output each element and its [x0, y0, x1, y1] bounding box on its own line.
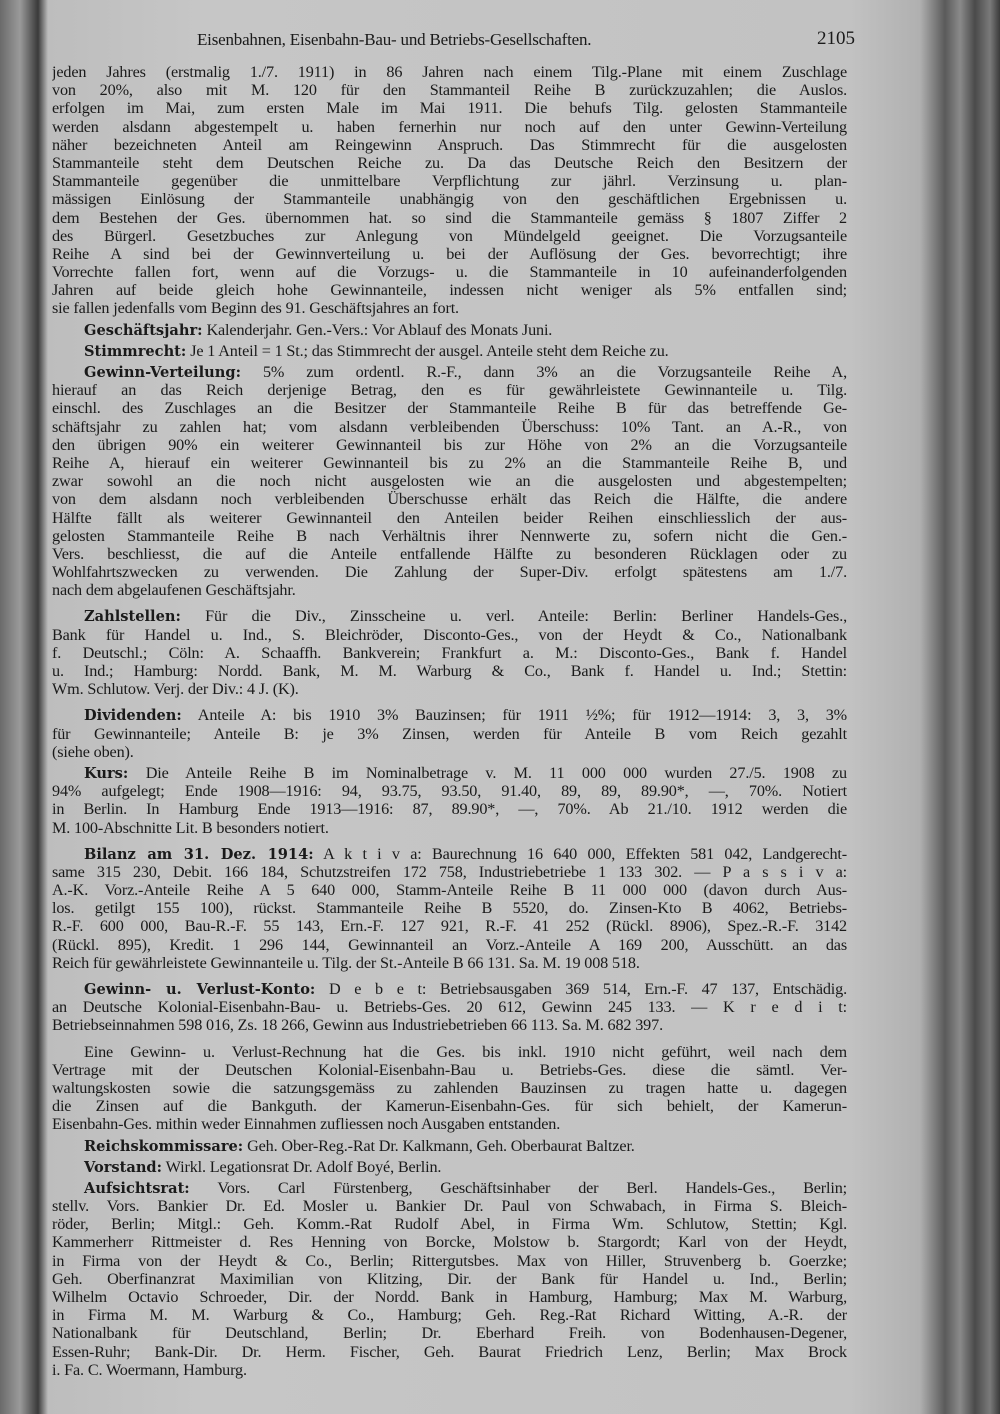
text-line	[52, 1061, 847, 1079]
line-text: nach dem abgelaufenen Geschäftsjahr.	[52, 581, 296, 600]
section-label: Bilanz am 31. Dez. 1914:	[84, 845, 314, 863]
text-line	[52, 172, 847, 190]
text-line	[52, 644, 847, 662]
text-line	[52, 1343, 847, 1361]
line-text: Geh. Ober-Reg.-Rat Dr. Kalkmann, Geh. Oberbaurat Baltzer.	[247, 1136, 635, 1155]
line-text: in Firma von der Heydt & Co., Berlin; Rittergutsbes. Max von Hiller, Struvenberg b. Goerzke;	[52, 1251, 847, 1270]
line-text: (siehe oben).	[52, 742, 134, 761]
line-text: Wohlfahrtszwecken zu verwenden. Die Zahlung der Super-Div. erfolgt spätestens am 1./7.	[52, 563, 847, 582]
section-label: Dividenden:	[84, 707, 182, 725]
line-text: hierauf an das Reich derjenige Betrag, den es für gewährleistete Gewinnanteile u. Tilg.	[52, 381, 847, 400]
text-line	[52, 209, 847, 227]
text-line	[52, 1306, 847, 1324]
line-text: Wm. Schlutow. Verj. der Div.: 4 J. (K).	[52, 680, 299, 699]
text-line	[52, 1016, 847, 1034]
text-line	[52, 782, 847, 800]
text-section	[52, 63, 847, 318]
line-text: Eisenbahn-Ges. mithin weder Einnahmen zufliessen noch Ausgaben entstanden.	[52, 1115, 561, 1134]
line-text: in Berlin. In Hamburg Ende 1913—1916: 87, 89.90*, —, 70%. Ab 21./10. 1912 werden die	[52, 800, 847, 819]
text-line	[52, 899, 847, 917]
text-line	[52, 321, 847, 339]
line-text: Nationalbank für Deutschland, Berlin; Dr. Eberhard Freih. von Bodenhausen-Degener,	[52, 1324, 847, 1343]
line-text: Jahren auf beide gleich hohe Gewinnanteile, indessen nicht weniger als 5% entfallen sind;	[52, 281, 847, 300]
line-text: Vors. Carl Fürstenberg, Geschäftsinhaber der Berl. Handels-Ges., Berlin;	[217, 1178, 847, 1197]
text-line	[52, 980, 847, 998]
line-text: von dem alsdann noch verbleibenden Überschusse erhält das Reich die Hälfte, die andere	[52, 490, 847, 509]
text-line	[52, 1288, 847, 1306]
line-text: A.-K. Vorz.-Anteile Reihe A 5 640 000, Stamm-Anteile Reihe B 11 000 000 (davon durch Aus-	[52, 881, 847, 900]
section-label: Gewinn- u. Verlust-Konto:	[84, 981, 316, 998]
text-line	[52, 454, 847, 472]
text-line	[52, 418, 847, 436]
text-line	[52, 227, 847, 245]
header-title: Eisenbahnen, Eisenbahn-Bau- und Betriebs-Gesellschaften.	[197, 30, 592, 49]
text-section	[52, 845, 847, 972]
text-line	[52, 299, 847, 317]
text-line	[52, 563, 847, 581]
text-line	[52, 1233, 847, 1251]
text-line	[52, 118, 847, 136]
running-header	[52, 28, 855, 54]
line-text: Reihe A, hierauf ein weiterer Gewinnanteil bis zu 2% an die Stammanteile Reihe B, und	[52, 453, 847, 472]
text-line	[52, 263, 847, 281]
line-text: Stammanteile gegenüber die unmittelbare Verpflichtung zur jährl. Verzinsung u. plan-	[52, 172, 847, 191]
line-text: Wirkl. Legationsrat Dr. Adolf Boyé, Berlin.	[165, 1157, 442, 1176]
line-text: für Gewinnanteile; Anteile B: je 3% Zinsen, werden für Anteile B vom Reich gezahlt	[52, 724, 847, 743]
text-line	[52, 154, 847, 172]
line-text: zwar sowohl an die noch nicht ausgelosten wie an die ausgelosten und abgestempelten;	[52, 472, 847, 491]
line-text: Kalenderjahr. Gen.-Vers.: Vor Ablauf des Monats Juni.	[206, 320, 553, 339]
text-line	[52, 954, 847, 972]
text-section	[52, 1158, 847, 1176]
line-text: f. Deutschl.; Cöln: A. Schaaffh. Bankverein; Frankfurt a. M.: Disconto-Ges., Bank f. Handel	[52, 643, 847, 662]
line-text: R.-F. 600 000, Bau-R.-F. 55 143, Ern.-F. 127 921, R.-F. 41 252 (Rückl. 8906), Spez.-R.-F. 3142	[52, 917, 847, 936]
section-label: Reichskommissare:	[84, 1137, 244, 1155]
text-line	[52, 725, 847, 743]
section-label: Zahlstellen:	[84, 608, 181, 626]
line-text: Reihe A sind bei der Gewinnverteilung u. bei der Auflösung der Ges. bevorrechtigt; ihre	[52, 244, 847, 263]
line-text: Anteile A: bis 1910 3% Bauzinsen; für 1911 ½%; für 1912—1914: 3, 3, 3%	[197, 706, 847, 725]
text-line	[52, 881, 847, 899]
text-line	[52, 706, 847, 724]
text-line	[52, 936, 847, 954]
text-line	[52, 99, 847, 117]
line-text: Geh. Oberfinanzrat Maximilian von Klitzing, Dir. der Bank für Handel u. Ind., Berlin;	[52, 1269, 847, 1288]
line-text: Vertrage mit der Deutschen Kolonial-Eisenbahn-Bau u. Betriebs-Ges. diese die sämtl. Ver-	[52, 1060, 847, 1079]
text-line	[52, 1079, 847, 1097]
text-line	[52, 1097, 847, 1115]
line-text: Die Anteile Reihe B im Nominalbetrage v. M. 11 000 000 wurden 27./5. 1908 zu	[145, 763, 847, 782]
text-line	[52, 1137, 847, 1155]
line-text: waltungskosten sowie die satzungsgemäss zu zahlenden Bauzinsen zu tragen hatte u. dagegen	[52, 1078, 847, 1097]
text-line	[52, 472, 847, 490]
text-line	[52, 1158, 847, 1176]
text-line	[52, 509, 847, 527]
text-section	[52, 607, 847, 698]
document-page	[52, 0, 855, 1414]
line-text: M. 100-Abschnitte Lit. B besonders notiert.	[52, 818, 329, 837]
text-line	[52, 764, 847, 782]
line-text: den übrigen 90% ein weiterer Gewinnanteil bis zur Höhe von 2% an die Vorzugsanteile	[52, 435, 847, 454]
text-line	[52, 800, 847, 818]
line-text: näher bezeichneten Anteil am Reingewinn Anspruch. Das Stimmrecht für die ausgelosten	[52, 135, 847, 154]
text-line	[52, 436, 847, 454]
line-text: D e b e t: Betriebsausgaben 369 514, Ern.-F. 47 137, Entschädig.	[329, 980, 847, 998]
line-text: des Bürgerl. Gesetzbuches zur Anlegung von Mündelgeld geeignet. Die Vorzugsanteile	[52, 226, 847, 245]
text-section	[52, 764, 847, 837]
line-text: an Deutsche Kolonial-Eisenbahn-Bau- u. Betriebs-Ges. 20 612, Gewinn 245 133. — K r e d i t:	[52, 998, 847, 1017]
text-line	[52, 662, 847, 680]
page-number: 2105	[817, 28, 855, 49]
text-line	[52, 1179, 847, 1197]
line-text: Hälfte fällt als weiterer Gewinnanteil den Anteilen beider Reihen einschliesslich der aus-	[52, 508, 847, 527]
text-section	[52, 1043, 847, 1134]
text-line	[52, 1361, 847, 1379]
text-section	[52, 342, 847, 360]
text-line	[52, 626, 847, 644]
text-section	[52, 1179, 847, 1379]
document-body	[52, 60, 847, 1379]
line-text: mässigen Einlösung der Stammanteile unabhängig von den geschäftlichen Ergebnissen u.	[52, 190, 847, 209]
section-label: Kurs:	[84, 764, 129, 782]
line-text: Je 1 Anteil = 1 St.; das Stimmrecht der ausgel. Anteile steht dem Reiche zu.	[190, 341, 669, 360]
line-text: Vers. beschliesst, die auf die Anteile entfallende Hälfte zu besonderen Rücklagen oder zu	[52, 544, 847, 563]
line-text: röder, Berlin; Mitgl.: Geh. Komm.-Rat Rudolf Abel, in Firma Wm. Schlutow, Stettin; Kgl.	[52, 1215, 847, 1234]
text-line	[52, 281, 847, 299]
line-text: Eine Gewinn- u. Verlust-Rechnung hat die Ges. bis inkl. 1910 nicht geführt, weil nach dem	[84, 1042, 847, 1061]
text-line	[52, 245, 847, 263]
text-line	[52, 863, 847, 881]
text-section	[52, 980, 847, 1035]
text-line	[52, 363, 847, 381]
line-text: 5% zum ordentl. R.-F., dann 3% an die Vorzugsanteile Reihe A,	[262, 363, 847, 381]
section-label: Geschäftsjahr:	[84, 321, 203, 339]
text-section	[52, 706, 847, 761]
line-text: erfolgen im Mai, zum ersten Male im Mai 1911. Die behufs Tilg. gelosten Stammanteile	[52, 99, 847, 118]
text-line	[52, 490, 847, 508]
line-text: Wilhelm Octavio Schroeder, Dir. der Nordd. Bank in Hamburg, Hamburg; Max M. Warburg,	[52, 1288, 847, 1306]
line-text: jeden Jahres (erstmalig 1./7. 1911) in 86 Jahren nach einem Tilg.-Plane mit einem Zuschlage	[52, 63, 847, 81]
text-section	[52, 321, 847, 339]
text-line	[52, 545, 847, 563]
line-text: Kammerherr Rittmeister d. Res Henning von Borcke, Molstow b. Stargordt; Karl von der Heydt,	[52, 1233, 847, 1252]
line-text: schäftsjahr zu zahlen hat; vom alsdann verbleibenden Überschuss: 10% Tant. an A.-R., von	[52, 417, 847, 436]
section-label: Aufsichtsrat:	[84, 1179, 190, 1197]
line-text: i. Fa. C. Woermann, Hamburg.	[52, 1360, 247, 1379]
line-text: Reich für gewährleistete Gewinnanteile u. Tilg. der St.-Anteile B 66 131. Sa. M. 19 008 518.	[52, 953, 640, 972]
section-label: Vorstand:	[84, 1158, 163, 1176]
section-label: Stimmrecht:	[84, 342, 187, 360]
line-text: Für die Div., Zinsscheine u. verl. Anteile: Berlin: Berliner Handels-Ges.,	[205, 607, 847, 626]
text-line	[52, 527, 847, 545]
section-label: Gewinn-Verteilung:	[84, 364, 241, 381]
text-line	[52, 81, 847, 99]
line-text: die Zinsen auf die Bankguth. der Kamerun-Eisenbahn-Ges. für sich behielt, der Kamerun-	[52, 1097, 847, 1116]
text-line	[52, 819, 847, 837]
line-text: A k t i v a: Baurechnung 16 640 000, Effekten 581 042, Landgerecht-	[323, 844, 847, 863]
text-line	[52, 917, 847, 935]
line-text: einschl. des Zuschlages an die Besitzer der Stammanteile Reihe B für das betreffende Ge-	[52, 399, 847, 418]
text-section	[52, 363, 847, 599]
line-text: 94% aufgelegt; Ende 1908—1916: 94, 93.75, 93.50, 91.40, 89, 89, 89.90*, —, 70%. Notiert	[52, 782, 847, 801]
line-text: u. Ind.; Hamburg: Nordd. Bank, M. M. Warburg & Co., Bank f. Handel u. Ind.; Stettin:	[52, 662, 847, 680]
text-line	[52, 342, 847, 360]
text-line	[52, 581, 847, 599]
text-line	[52, 136, 847, 154]
line-text: dem Bestehen der Ges. übernommen hat. so sind die Stammanteile gemäss § 1807 Ziffer 2	[52, 208, 847, 227]
line-text: Essen-Ruhr; Bank-Dir. Dr. Herm. Fischer, Geh. Baurat Friedrich Lenz, Berlin; Max Brock	[52, 1342, 847, 1361]
text-line	[52, 1270, 847, 1288]
text-line	[52, 998, 847, 1016]
text-line	[52, 680, 847, 698]
line-text: von 20%, also mit M. 120 für den Stammanteil Reihe B zurückzuzahlen; die Auslos.	[52, 81, 847, 100]
line-text: sie fallen jedenfalls vom Beginn des 91. Geschäftsjahres an fort.	[52, 299, 459, 318]
text-line	[52, 845, 847, 863]
line-text: Bank für Handel u. Ind., S. Bleichröder, Disconto-Ges., von der Heydt & Co., Nationalbank	[52, 625, 847, 644]
line-text: stellv. Vors. Bankier Dr. Ed. Mosler u. Bankier Dr. Paul von Schwabach, in Firma S. Bleich-	[52, 1197, 847, 1216]
text-line	[52, 399, 847, 417]
line-text: same 315 230, Debit. 166 184, Schutzstreifen 172 758, Industriebetriebe 1 133 302. — P a s s i v a:	[52, 862, 847, 881]
line-text: (Rückl. 895), Kredit. 1 296 144, Gewinnanteil an Vorz.-Anteile A 169 200, Ausschütt. an das	[52, 935, 847, 954]
line-text: gelosten Stammanteile Reihe B nach Verhältnis ihrer Nennwerte zu, sofern nicht die Gen.-	[52, 526, 847, 545]
text-line	[52, 1215, 847, 1233]
text-line	[52, 1252, 847, 1270]
text-line	[52, 1115, 847, 1133]
text-line	[52, 1324, 847, 1342]
text-section	[52, 1137, 847, 1155]
line-text: los. getilgt 155 100), rückst. Stammanteile Reihe B 5520, do. Zinsen-Kto B 4062, Betriebs-	[52, 899, 847, 918]
text-line	[52, 190, 847, 208]
line-text: Vorrechte fallen fort, wenn auf die Vorzugs- u. die Stammanteile in 10 aufeinanderfolgenden	[52, 263, 847, 282]
text-line	[52, 381, 847, 399]
line-text: Stammanteile steht dem Deutschen Reiche zu. Da das Deutsche Reich den Besitzern der	[52, 153, 847, 172]
text-line	[52, 1197, 847, 1215]
text-line	[52, 607, 847, 625]
line-text: werden alsdann abgestempelt u. haben fernerhin nur noch auf den unter Gewinn-Verteilung	[52, 117, 847, 136]
text-line	[52, 743, 847, 761]
line-text: Betriebseinnahmen 598 016, Zs. 18 266, Gewinn aus Industriebetrieben 66 113. Sa. M. 682 397.	[52, 1016, 663, 1035]
line-text: in Firma M. M. Warburg & Co., Hamburg; Geh. Reg.-Rat Richard Witting, A.-R. der	[52, 1306, 847, 1325]
text-line	[52, 63, 847, 81]
text-line	[52, 1043, 847, 1061]
